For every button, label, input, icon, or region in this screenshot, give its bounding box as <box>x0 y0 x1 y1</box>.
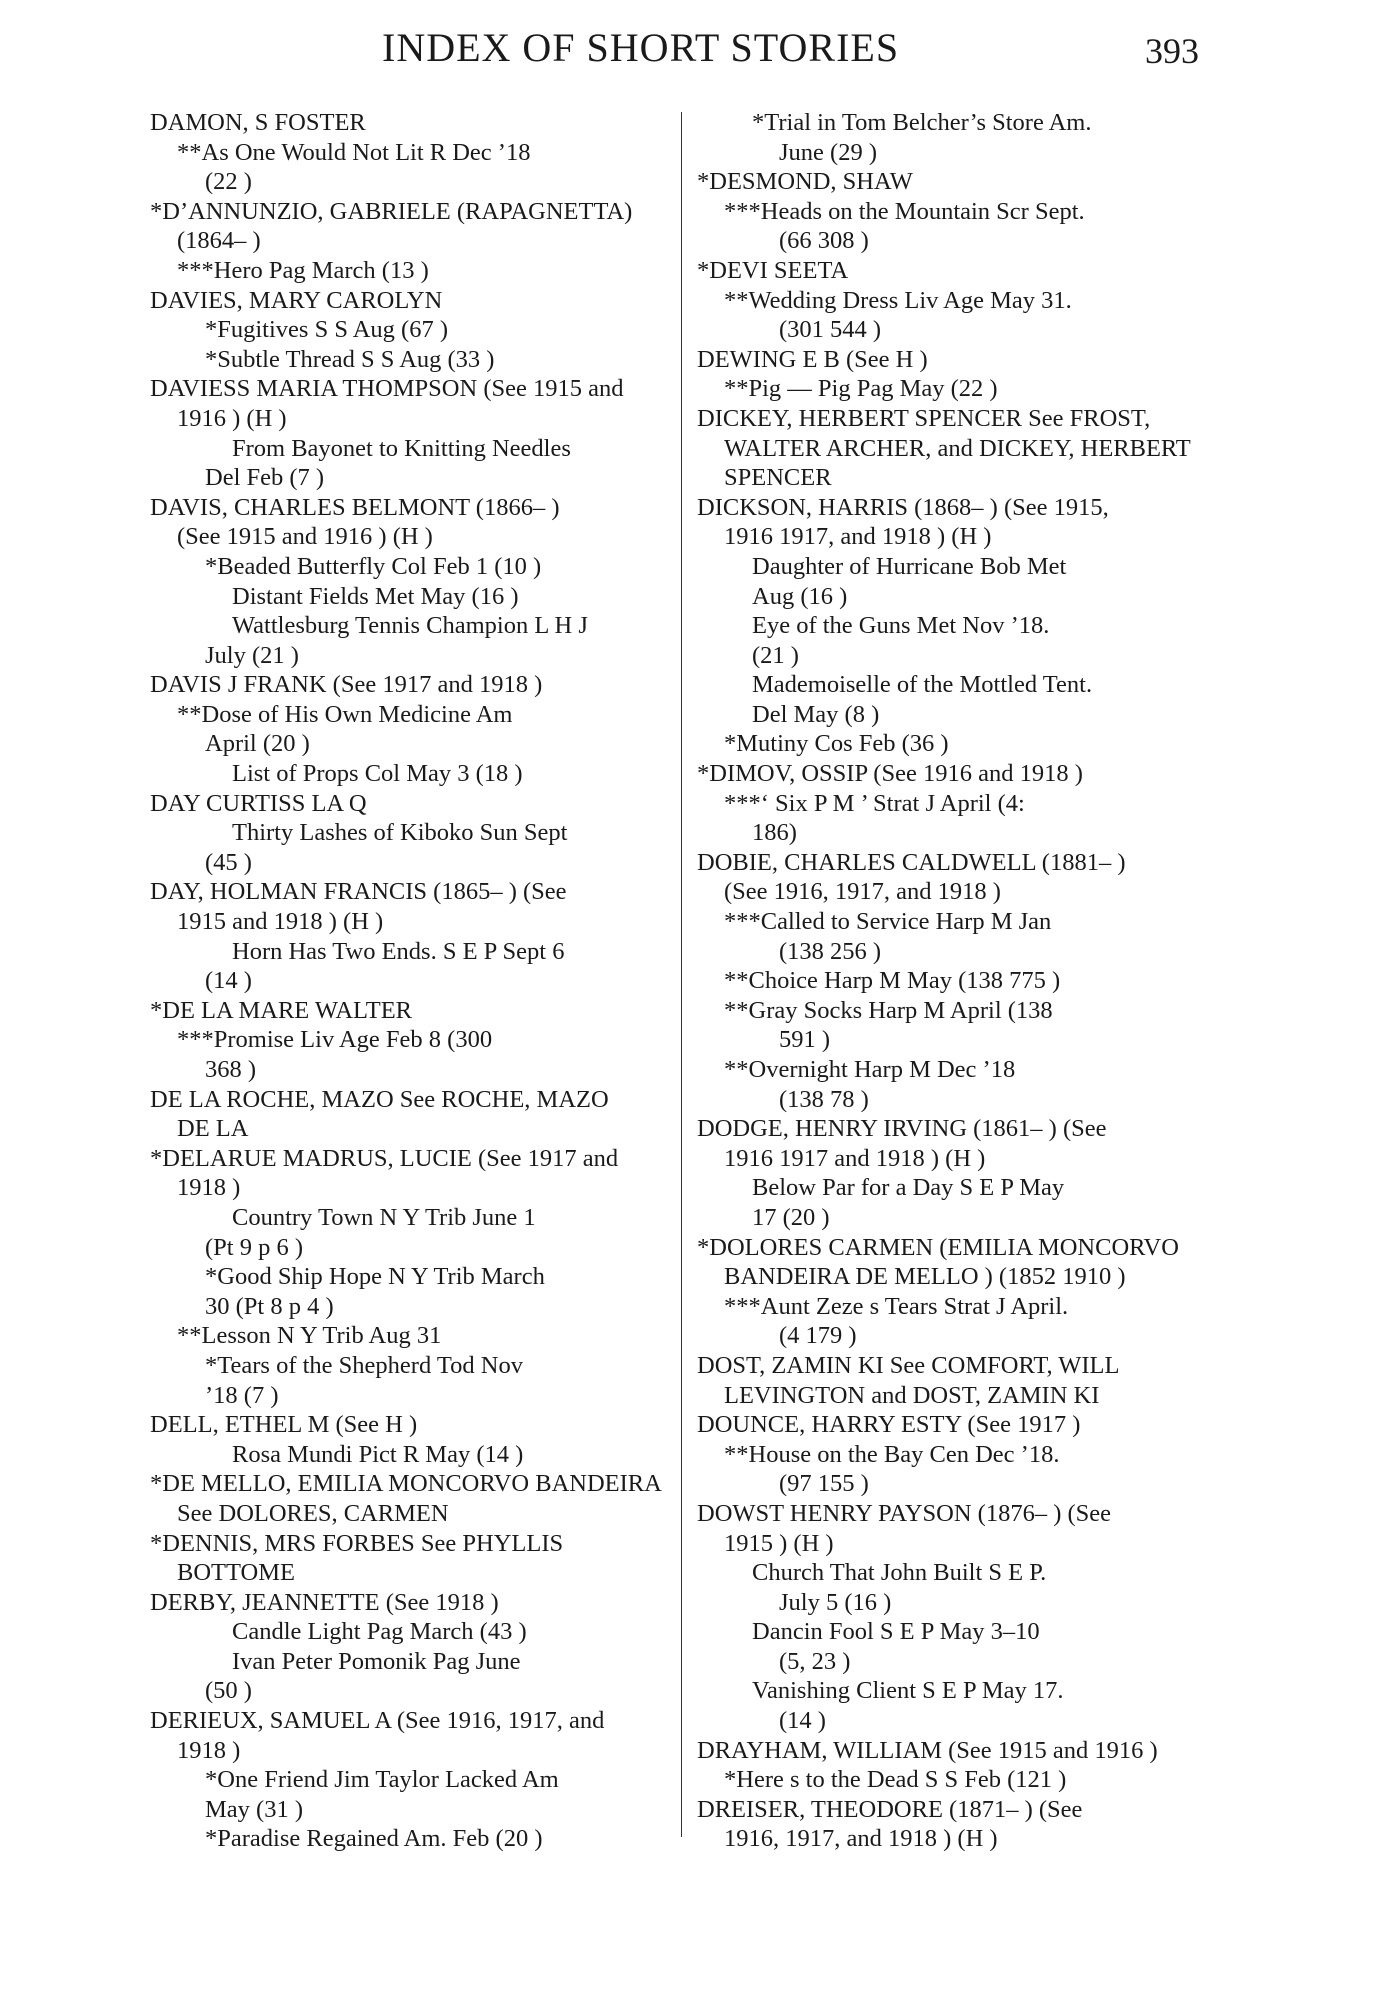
index-author-line: DERIEUX, SAMUEL A (See 1916, 1917, and <box>150 1707 605 1735</box>
index-entry-line: Eye of the Guns Met Nov ’18. <box>752 612 1050 640</box>
index-entry-line: *Beaded Butterfly Col Feb 1 (10 ) <box>205 552 542 580</box>
index-entry-line: 1916, 1917, and 1918 ) (H ) <box>724 1825 998 1853</box>
index-entry-line: 1916 1917, and 1918 ) (H ) <box>724 523 992 551</box>
index-entry-line: Del Feb (7 ) <box>205 464 325 492</box>
index-entry-line: (50 ) <box>205 1677 252 1705</box>
index-author-line: DICKEY, HERBERT SPENCER See FROST, <box>697 404 1151 432</box>
index-entry-line: **House on the Bay Cen Dec ’18. <box>724 1440 1060 1468</box>
index-entry-line: 1916 1917 and 1918 ) (H ) <box>724 1144 986 1172</box>
index-entry-line: (14 ) <box>205 967 252 995</box>
index-column-right <box>697 108 1227 1854</box>
index-entry-line: **Choice Harp M May (138 775 ) <box>724 967 1061 995</box>
index-entry-line: **Lesson N Y Trib Aug 31 <box>177 1322 442 1350</box>
index-author-line: DAY, HOLMAN FRANCIS (1865– ) (See <box>150 878 567 906</box>
index-author-line: *DE LA MARE WALTER <box>150 996 413 1024</box>
index-entry-line: ’18 (7 ) <box>205 1381 279 1409</box>
index-entry-line: Ivan Peter Pomonik Pag June <box>232 1647 521 1675</box>
page-title: INDEX OF SHORT STORIES <box>382 25 900 70</box>
index-entry-line: *Tears of the Shepherd Tod Nov <box>205 1351 523 1379</box>
index-entry-line: *Mutiny Cos Feb (36 ) <box>724 730 949 758</box>
column-divider <box>681 112 682 1837</box>
page-number: 393 <box>1145 31 1199 71</box>
index-entry-line: DE LA <box>177 1115 249 1143</box>
index-entry-line: **Pig — Pig Pag May (22 ) <box>724 375 998 403</box>
index-author-line: DE LA ROCHE, MAZO See ROCHE, MAZO <box>150 1085 609 1113</box>
index-entry-line: June (29 ) <box>779 138 877 166</box>
index-entry-line: 591 ) <box>779 1026 831 1054</box>
index-entry-line: Wattlesburg Tennis Champion L H J <box>232 612 588 640</box>
index-author-line: *DEVI SEETA <box>697 256 849 284</box>
index-entry-line: (97 155 ) <box>779 1470 869 1498</box>
index-entry-line: July 5 (16 ) <box>779 1588 892 1616</box>
index-entry-line: (14 ) <box>779 1707 826 1735</box>
index-entry-line: ***Heads on the Mountain Scr Sept. <box>724 197 1085 225</box>
index-entry-line: Country Town N Y Trib June 1 <box>232 1203 536 1231</box>
index-author-line: *DIMOV, OSSIP (See 1916 and 1918 ) <box>697 760 1083 788</box>
index-author-line: DAVIS, CHARLES BELMONT (1866– ) <box>150 493 560 521</box>
index-entry-line: (See 1915 and 1916 ) (H ) <box>177 523 433 551</box>
index-author-line: *DOLORES CARMEN (EMILIA MONCORVO <box>697 1233 1179 1261</box>
index-entry-line: **Overnight Harp M Dec ’18 <box>724 1056 1016 1083</box>
index-entry-line: *Good Ship Hope N Y Trib March <box>205 1263 545 1291</box>
index-entry-line: (4 179 ) <box>779 1322 857 1350</box>
index-entry-line: (1864– ) <box>177 227 261 255</box>
index-entry-line: Aug (16 ) <box>752 582 848 610</box>
index-author-line: DREISER, THEODORE (1871– ) (See <box>697 1795 1083 1823</box>
index-author-line: DODGE, HENRY IRVING (1861– ) (See <box>697 1115 1107 1143</box>
index-entry-line: (301 544 ) <box>779 316 882 344</box>
index-entry-line: (138 78 ) <box>779 1085 869 1113</box>
index-entry-line: **Gray Socks Harp M April (138 <box>724 996 1053 1024</box>
index-entry-line: *Here s to the Dead S S Feb (121 ) <box>724 1766 1067 1794</box>
index-entry-line: **As One Would Not Lit R Dec ’18 <box>177 138 531 166</box>
index-author-line: *DE MELLO, EMILIA MONCORVO BANDEIRA <box>150 1470 662 1498</box>
index-entry-line: July (21 ) <box>205 641 299 669</box>
index-entry-line: Distant Fields Met May (16 ) <box>232 582 519 610</box>
index-entry-line: Vanishing Client S E P May 17. <box>752 1677 1064 1705</box>
index-entry-line: LEVINGTON and DOST, ZAMIN KI <box>724 1381 1100 1409</box>
index-entry-line: WALTER ARCHER, and DICKEY, HERBERT <box>724 434 1191 462</box>
index-entry-line: SPENCER <box>724 464 832 492</box>
index-entry-line: (138 256 ) <box>779 937 882 965</box>
index-entry-line: May (31 ) <box>205 1795 303 1823</box>
index-entry-line: April (20 ) <box>205 730 310 758</box>
index-author-line: DAY CURTISS LA Q <box>150 789 367 817</box>
index-author-line: DAVIS J FRANK (See 1917 and 1918 ) <box>150 671 543 699</box>
index-entry-line: ***Aunt Zeze s Tears Strat J April. <box>724 1292 1069 1320</box>
index-entry-line: From Bayonet to Knitting Needles <box>232 434 571 462</box>
index-entry-line: ***Hero Pag March (13 ) <box>177 256 429 284</box>
index-author-line: DAVIESS MARIA THOMPSON (See 1915 and <box>150 375 624 403</box>
index-entry-line: ***‘ Six P M ’ Strat J April (4: <box>724 789 1025 817</box>
index-entry-line: *Trial in Tom Belcher’s Store Am. <box>752 109 1092 136</box>
running-head <box>0 18 1390 78</box>
index-entry-line: 1918 ) <box>177 1174 241 1202</box>
index-entry-line: Dancin Fool S E P May 3–10 <box>752 1618 1040 1646</box>
index-entry-line: (See 1916, 1917, and 1918 ) <box>724 878 1001 906</box>
index-entry-line: BANDEIRA DE MELLO ) (1852 1910 ) <box>724 1263 1126 1291</box>
index-author-line: *DELARUE MADRUS, LUCIE (See 1917 and <box>150 1144 619 1172</box>
index-author-line: DOBIE, CHARLES CALDWELL (1881– ) <box>697 848 1126 876</box>
index-entry-line: 186) <box>752 819 797 847</box>
index-entry-line: (21 ) <box>752 641 799 669</box>
index-author-line: DOST, ZAMIN KI See COMFORT, WILL <box>697 1351 1120 1379</box>
index-entry-line: 30 (Pt 8 p 4 ) <box>205 1292 334 1320</box>
index-entry-line: (66 308 ) <box>779 227 869 255</box>
index-entry-line: *One Friend Jim Taylor Lacked Am <box>205 1766 559 1794</box>
index-entry-line: Daughter of Hurricane Bob Met <box>752 552 1067 580</box>
index-entry-line: BOTTOME <box>177 1559 295 1587</box>
index-column-left <box>150 108 680 1854</box>
index-entry-line: ***Called to Service Harp M Jan <box>724 908 1052 936</box>
index-entry-line: 1915 and 1918 ) (H ) <box>177 908 384 936</box>
index-entry-line: 1916 ) (H ) <box>177 404 287 432</box>
index-entry-line: Rosa Mundi Pict R May (14 ) <box>232 1440 524 1468</box>
index-entry-line: (45 ) <box>205 848 252 876</box>
index-author-line: DOUNCE, HARRY ESTY (See 1917 ) <box>697 1411 1081 1439</box>
index-author-line: DICKSON, HARRIS (1868– ) (See 1915, <box>697 493 1109 521</box>
index-entry-line: Horn Has Two Ends. S E P Sept 6 <box>232 937 565 965</box>
index-entry-line: Thirty Lashes of Kiboko Sun Sept <box>232 819 568 847</box>
index-entry-line: 17 (20 ) <box>752 1203 830 1231</box>
index-author-line: *D’ANNUNZIO, GABRIELE (RAPAGNETTA) <box>150 197 633 225</box>
index-author-line: DELL, ETHEL M (See H ) <box>150 1411 418 1439</box>
index-entry-line: Mademoiselle of the Mottled Tent. <box>752 671 1093 699</box>
index-entry-line: (Pt 9 p 6 ) <box>205 1233 303 1261</box>
index-entry-line: ***Promise Liv Age Feb 8 (300 <box>177 1026 493 1054</box>
index-entry-line: *Paradise Regained Am. Feb (20 ) <box>205 1825 543 1853</box>
index-entry-line: *Fugitives S S Aug (67 ) <box>205 316 448 344</box>
index-author-line: DOWST HENRY PAYSON (1876– ) (See <box>697 1499 1112 1527</box>
index-author-line: DAVIES, MARY CAROLYN <box>150 286 443 314</box>
index-entry-line: Church That John Built S E P. <box>752 1559 1047 1587</box>
index-entry-line: Below Par for a Day S E P May <box>752 1174 1065 1202</box>
index-entry-line: *Subtle Thread S S Aug (33 ) <box>205 345 495 373</box>
index-entry-line: 368 ) <box>205 1056 257 1083</box>
index-author-line: DERBY, JEANNETTE (See 1918 ) <box>150 1588 499 1616</box>
index-entry-line: **Wedding Dress Liv Age May 31. <box>724 286 1072 314</box>
index-entry-line: Candle Light Pag March (43 ) <box>232 1618 527 1646</box>
index-entry-line: (5, 23 ) <box>779 1647 851 1675</box>
index-entry-line: **Dose of His Own Medicine Am <box>177 700 513 728</box>
index-author-line: DEWING E B (See H ) <box>697 345 928 373</box>
index-entry-line: 1918 ) <box>177 1736 241 1764</box>
index-author-line: *DESMOND, SHAW <box>697 168 913 196</box>
index-entry-line: List of Props Col May 3 (18 ) <box>232 760 523 788</box>
index-author-line: DRAYHAM, WILLIAM (See 1915 and 1916 ) <box>697 1736 1158 1764</box>
index-entry-line: Del May (8 ) <box>752 700 880 728</box>
index-author-line: DAMON, S FOSTER <box>150 109 366 136</box>
index-entry-line: See DOLORES, CARMEN <box>177 1499 449 1527</box>
index-author-line: *DENNIS, MRS FORBES See PHYLLIS <box>150 1529 564 1557</box>
index-entry-line: 1915 ) (H ) <box>724 1529 834 1557</box>
index-entry-line: (22 ) <box>205 168 252 196</box>
